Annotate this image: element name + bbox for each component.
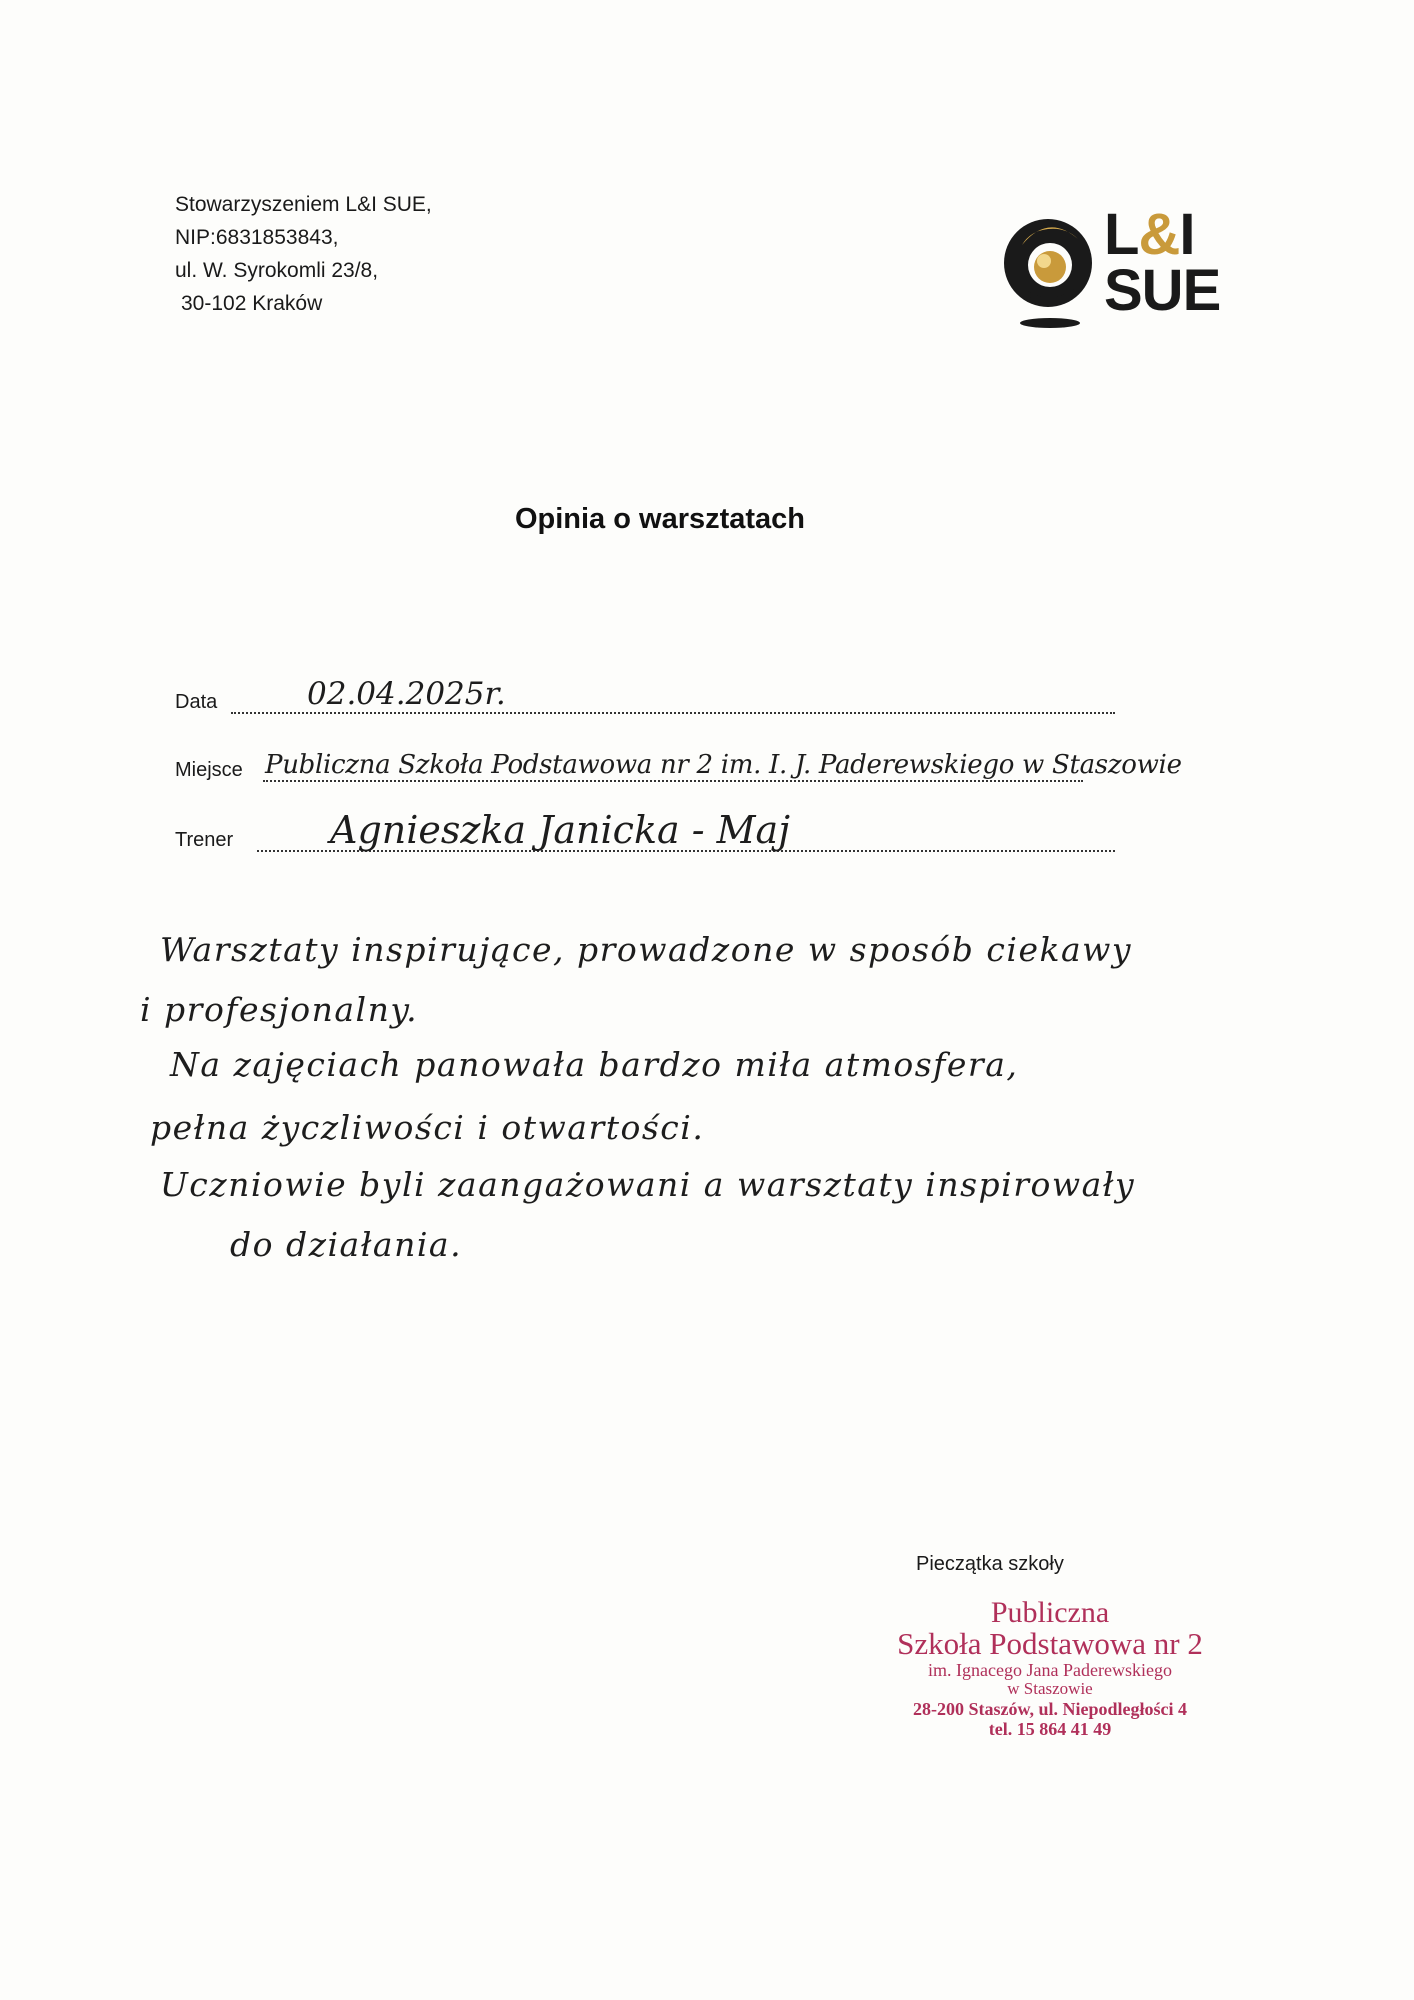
sender-name: Stowarzyszeniem L&I SUE,	[175, 193, 432, 216]
page-title: Opinia o warsztatach	[514, 503, 806, 535]
trainer-value: Agnieszka Janicka - Maj	[330, 808, 790, 852]
opinion-line-4: pełna życzliwości i otwartości.	[150, 1108, 705, 1147]
place-value: Publiczna Szkoła Podstawowa nr 2 im. I. J. Paderewskiego w Staszowie	[265, 750, 1182, 780]
opinion-line-2: i profesjonalny.	[140, 990, 419, 1029]
opinion-line-3: Na zajęciach panowała bardzo miła atmosfera,	[170, 1045, 1019, 1084]
date-value: 02.04.2025r.	[307, 676, 506, 712]
sender-street: ul. W. Syrokomli 23/8,	[175, 259, 379, 282]
opinion-line-6: do działania.	[230, 1225, 463, 1264]
logo-wordmark	[1104, 202, 1221, 323]
sender-nip: NIP:6831853843,	[175, 226, 339, 249]
stamp-label: Pieczątka szkoły	[916, 1553, 1064, 1575]
place-label: Miejsce	[175, 759, 243, 781]
place-dotted-line	[263, 780, 1083, 782]
sender-address	[175, 188, 432, 320]
stamp-line-5: 28-200 Staszów, ul. Niepodległości 4	[912, 1699, 1187, 1719]
sender-city: 30-102 Kraków	[181, 292, 323, 315]
opinion-line-5: Uczniowie byli zaangażowani a warsztaty inspirowały	[160, 1165, 1136, 1204]
company-logo	[1000, 202, 1221, 335]
logo-ampersand: &	[1138, 202, 1180, 267]
logo-mark-icon	[1000, 205, 1100, 333]
trainer-label: Trener	[175, 829, 234, 851]
opinion-line-1: Warsztaty inspirujące, prowadzone w sposób ciekawy	[160, 930, 1133, 969]
date-field	[175, 676, 1115, 720]
date-dotted-line	[231, 712, 1115, 714]
stamp-line-1: Publiczna	[990, 1596, 1110, 1629]
stamp-line-2: Szkoła Podstawowa nr 2	[897, 1626, 1203, 1661]
logo-sue: SUE	[1104, 258, 1221, 323]
place-field	[175, 748, 1400, 788]
logo-letter-l: L	[1104, 202, 1139, 267]
stamp-line-3: im. Ignacego Jana Paderewskiego	[928, 1660, 1172, 1680]
logo-letter-i: I	[1179, 202, 1195, 267]
stamp-line-6: tel. 15 864 41 49	[988, 1719, 1112, 1739]
trainer-field	[175, 808, 1115, 858]
stamp-line-4: w Staszowie	[1007, 1679, 1093, 1698]
school-stamp	[850, 1598, 1250, 1738]
date-label: Data	[175, 691, 218, 713]
